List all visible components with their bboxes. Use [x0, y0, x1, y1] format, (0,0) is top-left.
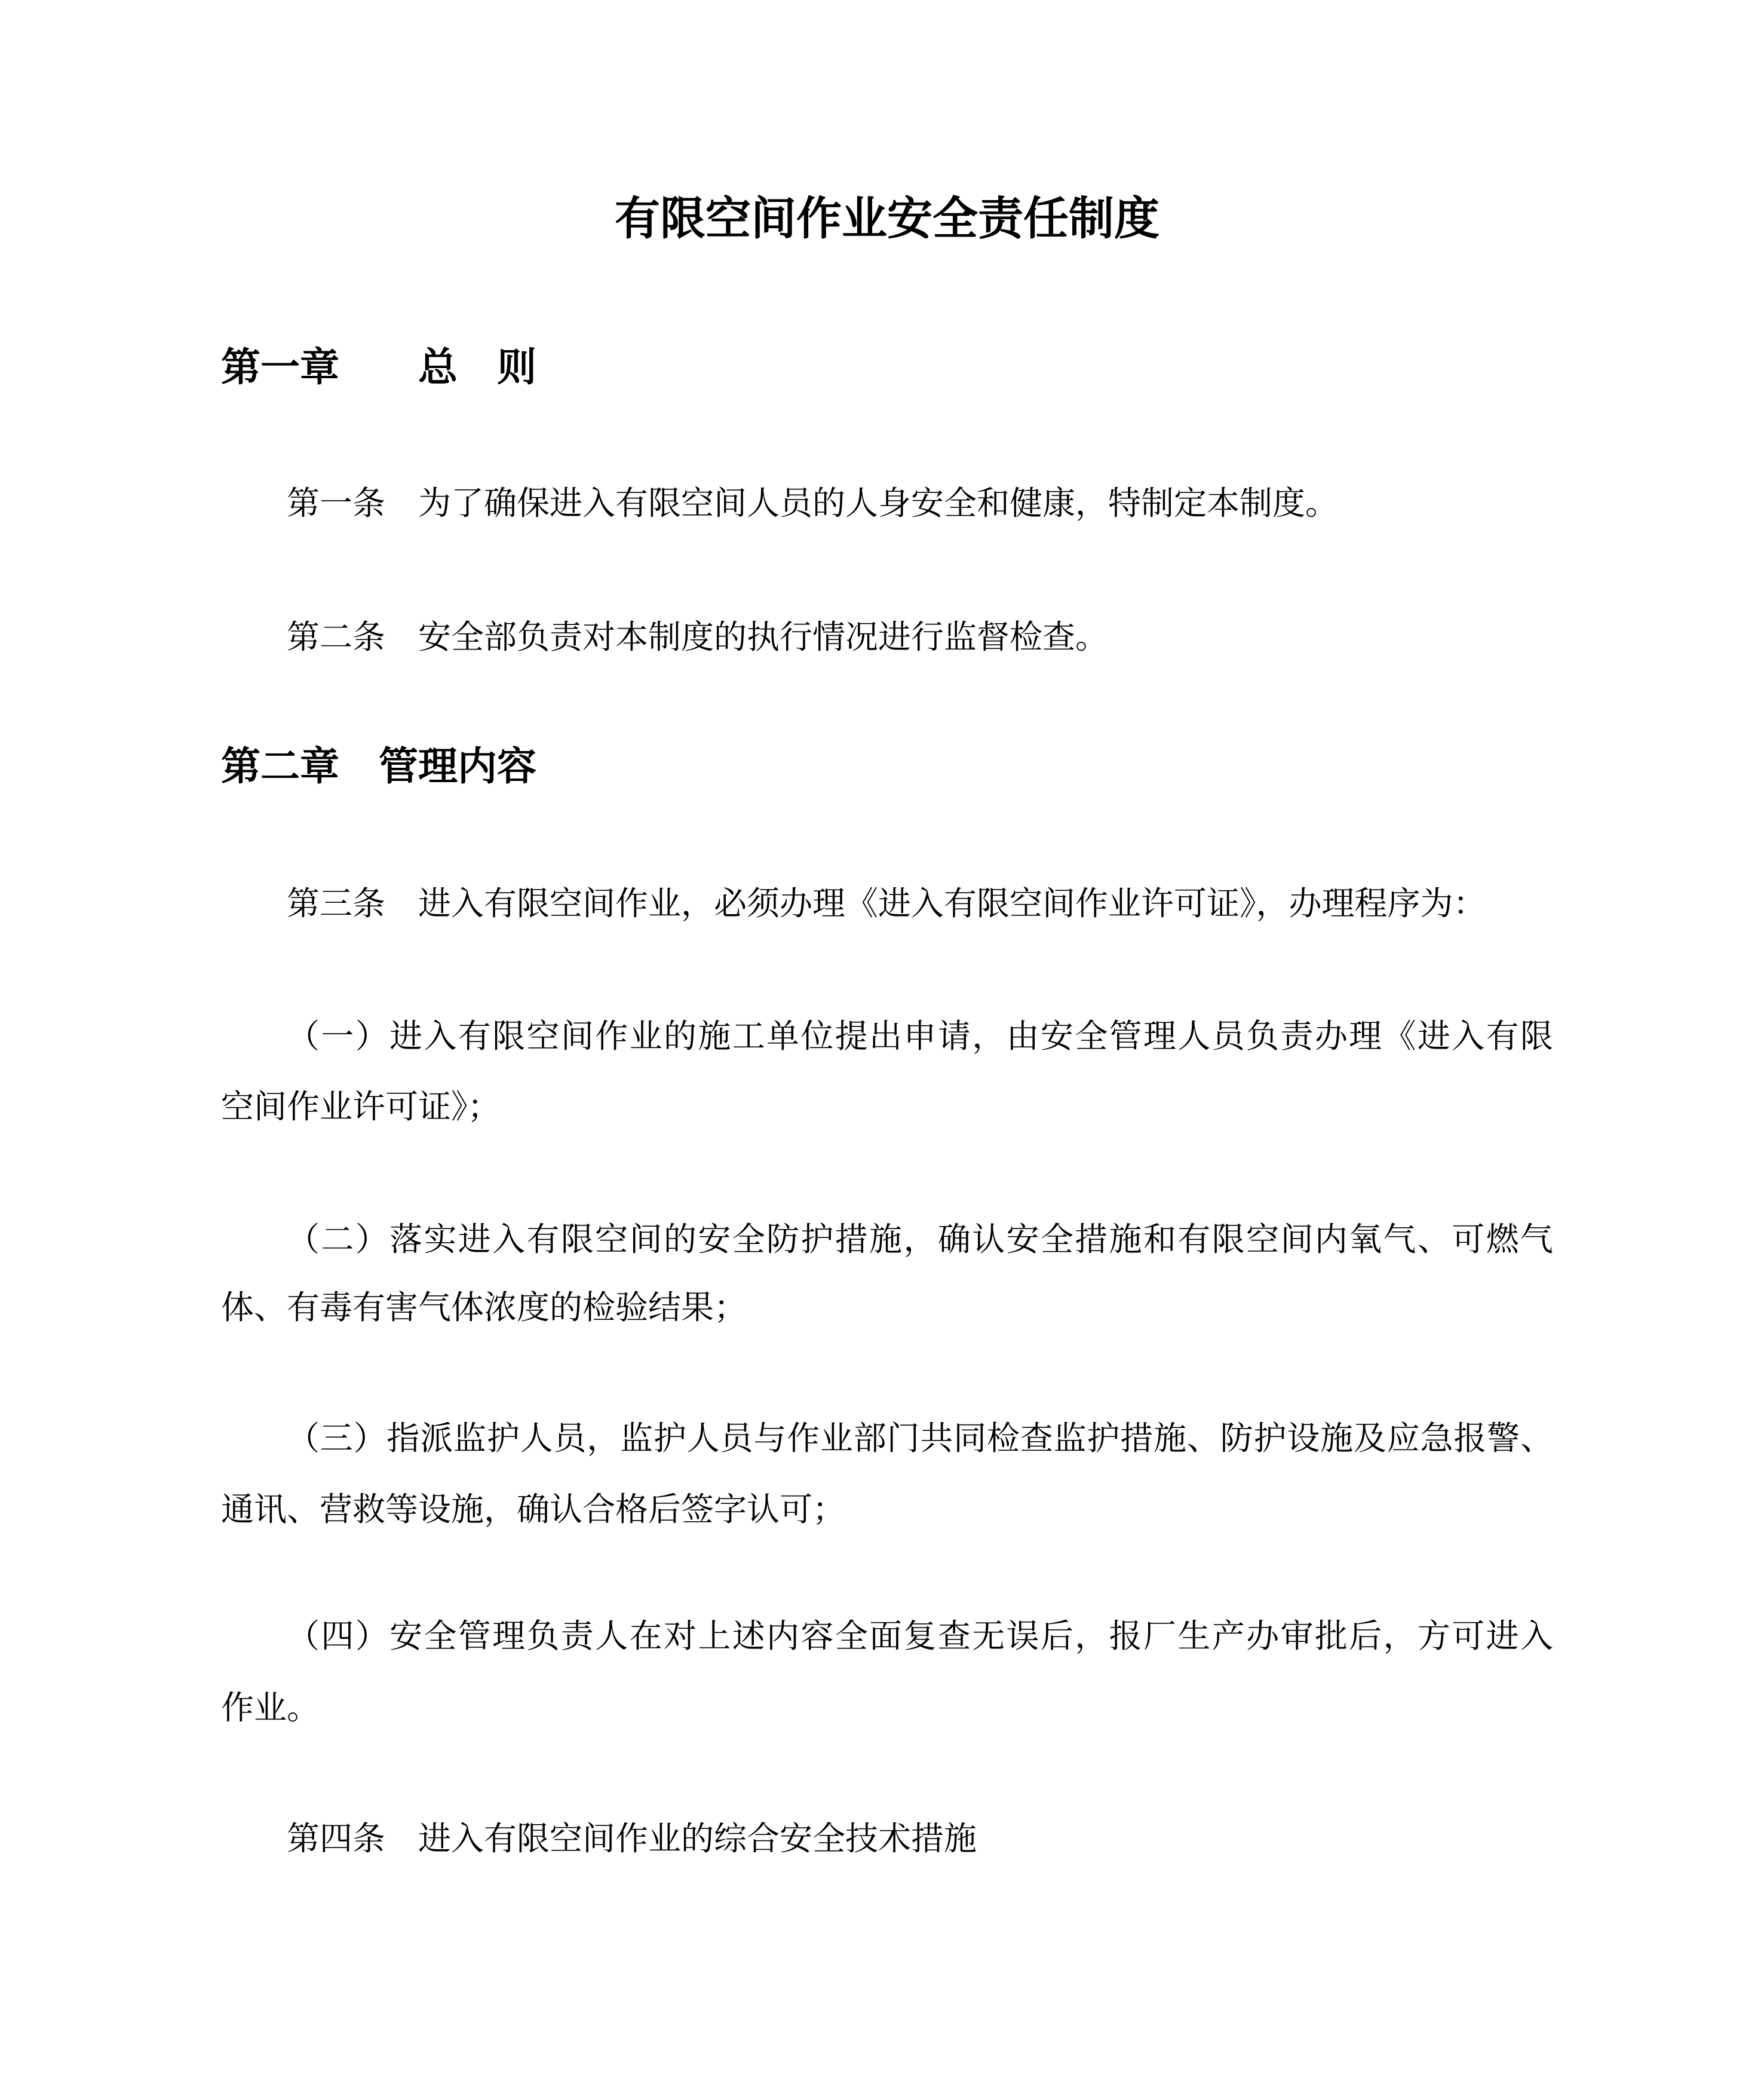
document-title: 有限空间作业安全责任制度 — [615, 194, 1159, 244]
chapter-2-heading: 第二章 管理内容 — [221, 744, 536, 788]
article-2-text: 第二条 安全部负责对本制度的执行情况进行监督检查。 — [287, 618, 1109, 655]
item-4-line-1: （四）安全管理负责人在对上述内容全面复查无误后，报厂生产办审批后，方可进入 — [287, 1617, 1553, 1654]
article-1-text: 第一条 为了确保进入有限空间人员的人身安全和健康，特制定本制度。 — [287, 485, 1339, 522]
item-2-line-1: （二）落实进入有限空间的安全防护措施，确认安全措施和有限空间内氧气、可燃气 — [287, 1221, 1553, 1258]
item-3-line-1: （三）指派监护人员，监护人员与作业部门共同检查监护措施、防护设施及应急报警、 — [287, 1420, 1553, 1457]
item-1-line-1: （一）进入有限空间作业的施工单位提出申请，由安全管理人员负责办理《进入有限 — [287, 1018, 1553, 1055]
item-3-line-2: 通讯、营救等设施，确认合格后签字认可； — [221, 1491, 846, 1528]
chapter-1-heading: 第一章 总 则 — [221, 345, 536, 389]
item-2-line-2: 体、有毒有害气体浓度的检验结果； — [221, 1289, 747, 1326]
article-3-text: 第三条 进入有限空间作业，必须办理《进入有限空间作业许可证》，办理程序为： — [287, 885, 1486, 922]
article-4-text: 第四条 进入有限空间作业的综合安全技术措施 — [287, 1820, 977, 1857]
item-1-line-2: 空间作业许可证》； — [221, 1088, 501, 1125]
item-4-line-2: 作业。 — [221, 1689, 320, 1726]
